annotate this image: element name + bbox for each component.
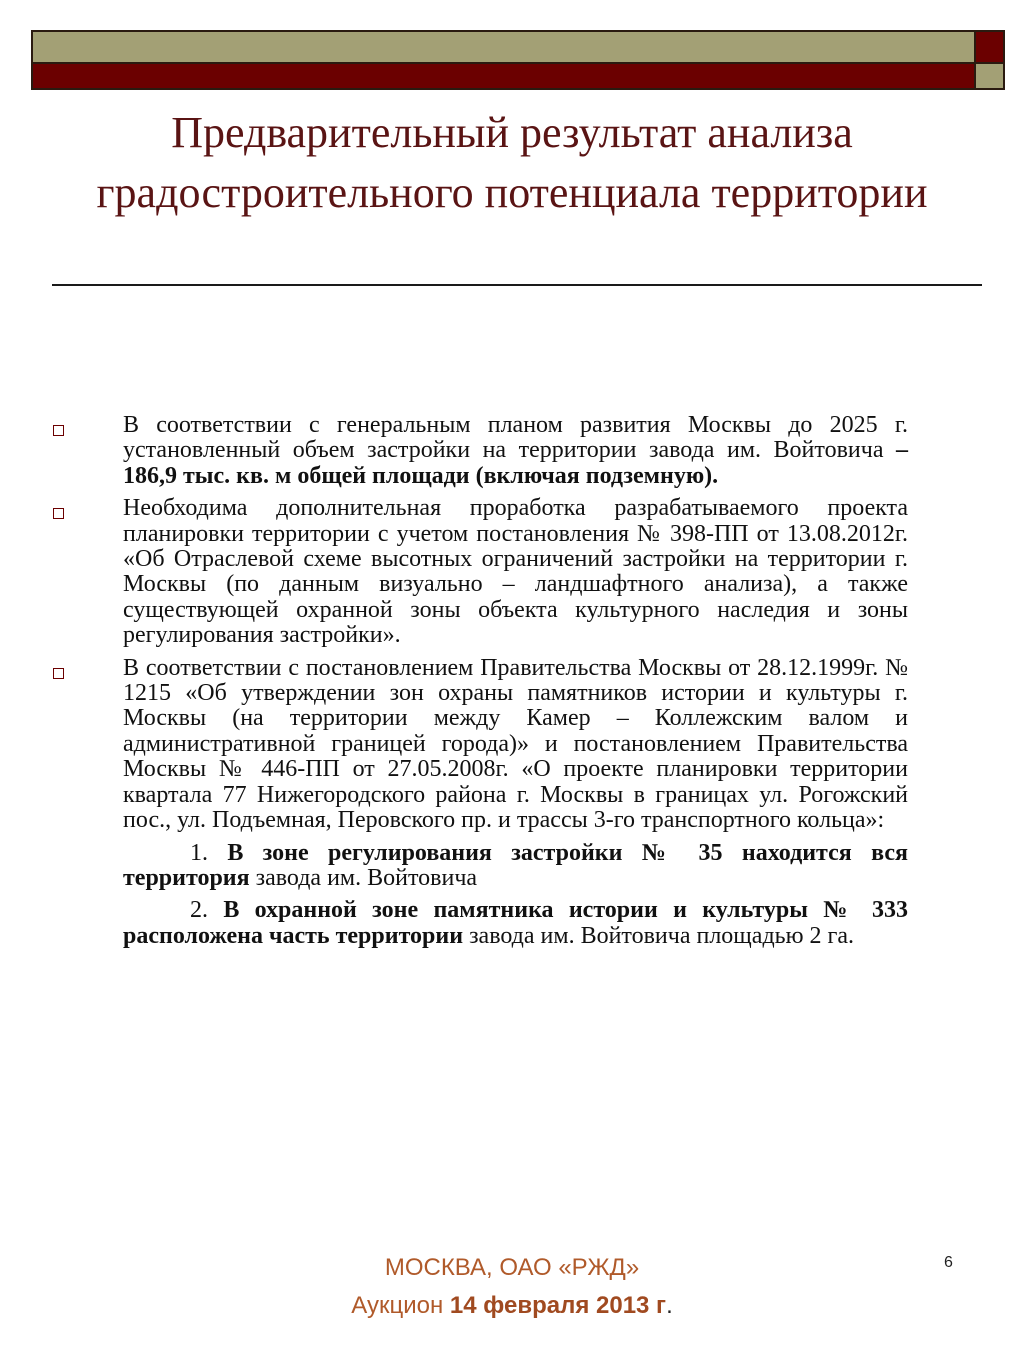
bullet-text: В соответствии с генеральным планом развития Москвы до 2025 г. установленный объем застройки на территории завода им. Войтовича (123, 412, 908, 464)
footer-date: 14 февраля 2013 г (449, 1292, 667, 1319)
square-bullet-icon (53, 668, 64, 679)
bullet-item-1 (50, 413, 908, 489)
header-bar-red (31, 64, 976, 90)
page-number: 6 (944, 1254, 953, 1271)
sub-item-1 (50, 841, 908, 892)
square-bullet-icon (53, 508, 64, 519)
square-bullet-icon (53, 425, 64, 436)
bullet-bold-text: – 186,9 тыс. кв. м общей площади (включая подземную). (123, 437, 908, 489)
title-divider (52, 284, 982, 286)
header-square-red (976, 30, 1005, 64)
slide-content (50, 413, 908, 956)
footer-period: . (666, 1292, 673, 1319)
sub-item-2 (50, 898, 908, 949)
slide-title: Предварительный результат анализа градостроительного потенциала территории (96, 108, 928, 217)
bullet-item-3 (50, 656, 908, 834)
header-bar-olive (31, 30, 976, 64)
header-square-olive (976, 64, 1005, 90)
sub-item-text: завода им. Войтовича (249, 864, 478, 891)
sub-item-number: 2. (190, 897, 224, 924)
footer-auction-label: Аукцион (351, 1292, 450, 1319)
sub-item-text: завода им. Войтовича площадью 2 га. (463, 922, 855, 949)
sub-item-bold-text: В охранной зоне памятника истории и культуры № 333 расположена часть территории (123, 897, 909, 949)
sub-item-number: 1. (190, 839, 228, 866)
footer-auction-date (0, 1292, 1024, 1320)
sub-item-bold-text: В зоне регулирования застройки № 35 находится вся территория (123, 839, 908, 891)
bullet-item-2 (50, 496, 908, 648)
footer-organization: МОСКВА, ОАО «РЖД» (384, 1254, 640, 1281)
bullet-text: Необходима дополнительная проработка разрабатываемого проекта планировки территории с учетом постановления № 398-ПП от 13.08.2012г. «Об Отраслевой схеме высотных ограничений застройки на территории г. Москвы (по данным визуально – ландшафтного анализа), а также существующей охранной зоны объекта культурного наследия и зоны регулирования застройки». (123, 495, 908, 649)
bullet-text: В соответствии с постановлением Правительства Москвы от 28.12.1999г. № 1215 «Об утверждении зон охраны памятников истории и культуры г. Москвы (на территории между Камер – Коллежским валом и административной границей города)» и постановлением Правительства Москвы № 446-ПП от 27.05.2008г. «О проекте планировки территории квартала 77 Нижегородского района г. Москвы в границах ул. Рогожский пос., ул. Подъемная, Перовского пр. и трассы 3-го транспортного кольца»: (123, 654, 908, 834)
